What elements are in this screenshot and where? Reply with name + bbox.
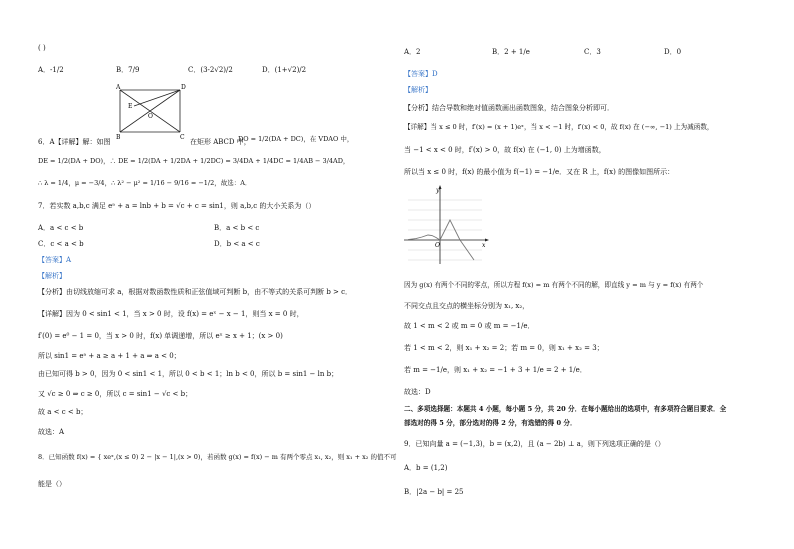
q7-analysis: 【分析】由切线放缩可求 a，根据对数函数性质和正弦值域可判断 b，由不等式的关系可判断 b > c． (38, 288, 353, 296)
label-c: C (180, 134, 185, 141)
q9-option-b: B．|2a − b| = 25 (404, 488, 464, 496)
q7-option-a: A．a < c < b (38, 224, 84, 232)
q8-option-b: B．2 + 1/e (492, 48, 530, 56)
p6-line2: DE = 1/2(DA + DO)，∴ DE = 1/2(DA + 1/2DA + 1/2DC) = 3/4DA + 1/4DC = 1/4AB − 3/4AD， (38, 157, 350, 165)
q7-analysis-heading: 【解析】 (38, 272, 66, 280)
q7-detail-6: 故 a < c < b； (38, 408, 88, 416)
q8-stem-cont: 能是（） (38, 480, 66, 488)
label-e: E (128, 103, 133, 110)
q8-option-c: C．3 (584, 48, 601, 56)
p6-line3: ∴ λ = 1/4，μ = −3/4，∴ λ² − μ² = 1/16 − 9/16 = −1/2，故选：A． (38, 179, 252, 187)
axis-y-label: y (436, 187, 440, 194)
q8-para-5: 若 m = −1/e，则 x₁ + x₂ = −1 + 3 + 1/e = 2 + 1/e． (404, 366, 587, 374)
q8-para-4: 若 1 < m < 2，则 x₁ + x₂ = 2；若 m = 0，则 x₁ + x₂ = 3； (404, 344, 604, 352)
origin-label: O (435, 242, 440, 249)
option-a: A．-1/2 (38, 66, 64, 74)
q9-option-a: A．b = (1,2) (404, 464, 448, 472)
section-heading: 二、多项选择题：本题共 4 小题，每小题 5 分，共 20 分．在每小题给出的选项中，有多项符合题目要求．全 (404, 405, 727, 413)
q7-stem: 7．若实数 a,b,c 满足 eᵃ + a = lnb + b = √c + c = sin1，则 a,b,c 的大小关系为（） (38, 202, 316, 210)
label-o: O (148, 113, 153, 120)
function-graph (402, 184, 490, 266)
q7-option-d: D．b < a < c (214, 240, 260, 248)
label-b: B (116, 134, 121, 141)
q7-option-c: C．c < a < b (38, 240, 84, 248)
q8-stem: 8．已知函数 f(x) = { xeˣ,(x ≤ 0) 2 − |x − 1|,(x > 0)，若函数 g(x) = f(x) − m 有两个零点 x₁, x₂，则 x₁ + x₂ 的值不可 (38, 453, 397, 461)
q8-para-3: 故 1 < m < 2 或 m = 0 或 m = −1/e． (404, 322, 535, 330)
rectangle-figure (112, 82, 188, 142)
q7-detail-7: 故选：A (38, 428, 65, 436)
q9-stem: 9．已知向量 a = (−1,3)，b = (x,2)，且 (a − 2b) ⊥ a，则下列选项正确的是（） (404, 440, 665, 448)
p6-line1b: 在矩形 ABCD 中， (190, 138, 251, 146)
q8-answer: 【答案】D (404, 70, 438, 78)
q7-detail-2: f′(0) = e⁰ − 1 = 0，当 x > 0 时，f(x) 单调递增，所以 eˣ ≥ x + 1；(x > 0) (38, 332, 283, 340)
p6-line1: 6．A【详解】解：如图 (38, 138, 111, 146)
option-b: B．7/9 (116, 66, 140, 74)
q8-analysis: 【分析】结合导数和绝对值函数画出函数图象，结合图象分析即可． (404, 104, 614, 112)
q7-detail-4: 由已知可得 b > 0，因为 0 < sin1 < 1，所以 0 < b < 1；ln b < 0，所以 b = sin1 − ln b； (38, 370, 339, 378)
q8-para-1: 因为 g(x) 有两个不同的零点，所以方程 f(x) = m 有两个不同的解，即直线 y = m 与 y = f(x) 有两个 (404, 281, 704, 289)
q8-para-6: 故选：D (404, 388, 431, 396)
q7-detail-3: 所以 sin1 = eᵃ + a ≥ a + 1 + a ⇒ a < 0； (38, 352, 181, 360)
q8-option-d: D．0 (664, 48, 682, 56)
axis-x-label: x (482, 242, 486, 249)
q7-detail-5: 又 √c ≥ 0 ⇒ c ≥ 0，所以 c = sin1 − √c < b； (38, 390, 193, 398)
q8-detail-2: 当 −1 < x < 0 时，f′(x) > 0，故 f(x) 在 (−1, 0) 上为增函数， (404, 146, 606, 154)
q8-para-2: 不同交点且交点的横坐标分别为 x₁, x₂， (404, 302, 530, 310)
q7-answer: 【答案】A (38, 256, 72, 264)
p6-line1c: DO = 1/2(DA + DC)，在 VDAO 中， (238, 135, 354, 143)
section-heading-cont: 部选对的得 5 分，部分选对的得 2 分，有选错的得 0 分． (404, 419, 577, 427)
q8-option-a: A．2 (404, 48, 421, 56)
q7-detail-1: 【详解】因为 0 < sin1 < 1，当 x > 0 时，设 f(x) = eˣ − x − 1，则当 x = 0 时， (38, 310, 304, 318)
q8-analysis-heading: 【解析】 (404, 86, 432, 94)
option-d: D．(1+√2)/2 (262, 66, 307, 74)
label-d: D (181, 84, 186, 91)
q8-detail-3: 所以当 x ≤ 0 时，f(x) 的最小值为 f(−1) = −1/e．又在 R 上，f(x) 的图像如图所示： (404, 168, 675, 176)
q8-detail-1: 【详解】当 x ≤ 0 时，f′(x) = (x + 1)eˣ，当 x < −1 时，f′(x) < 0，故 f(x) 在 (−∞, −1) 上为减函数， (404, 123, 714, 131)
q7-option-b: B．a < b < c (214, 224, 260, 232)
answer-paren: ( ) (38, 44, 46, 52)
option-c: C．(3-2√2)/2 (188, 66, 233, 74)
label-a: A (116, 84, 121, 91)
